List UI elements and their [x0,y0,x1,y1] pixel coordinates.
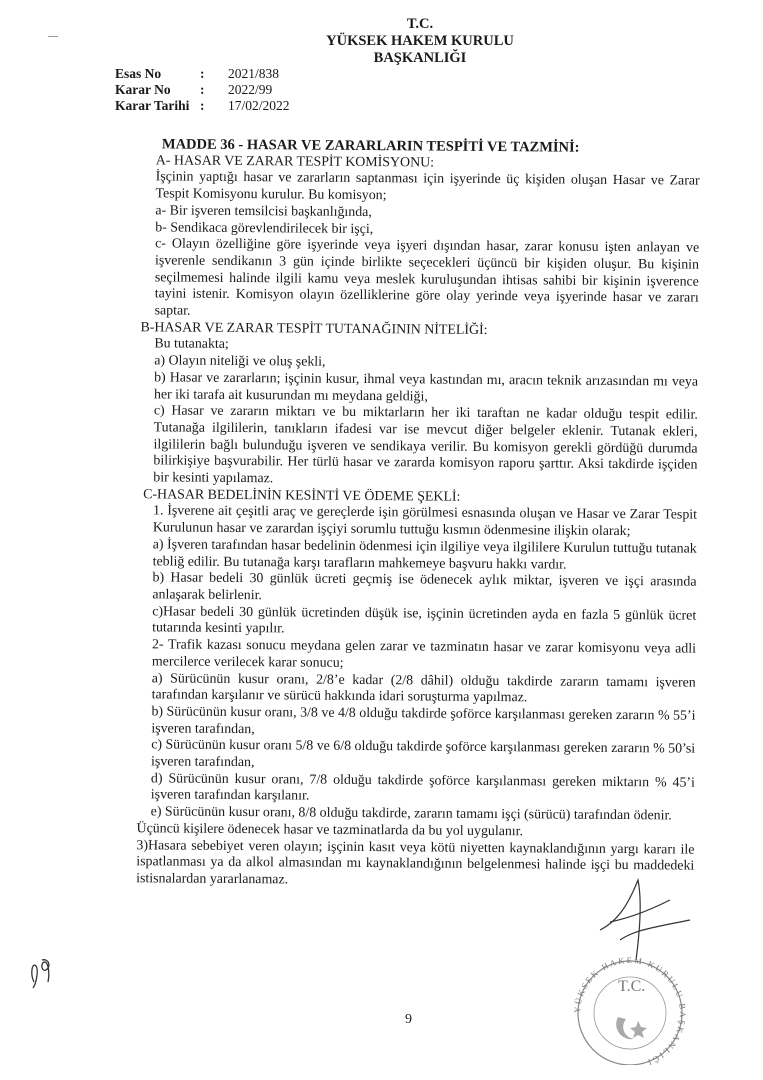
article-title: MADDE 36 - HASAR VE ZARARLARIN TESPİTİ VE TAZMİNİ: [161,136,580,156]
meta-row-esas [115,66,290,82]
meta-value: 17/02/2022 [228,98,290,113]
page-number: 9 [405,1012,412,1027]
article-body [104,136,700,892]
paragraph: e) Sürücünün kusur oranı, 8/8 olduğu takdirde, zararın tamamı işçi (sürücü) tarafından ödenir. [150,804,672,824]
document-header [270,16,570,67]
paragraph: 3)Hasara sebebiyet veren olayın; işçinin kasıt veya kötü niyetten kaynaklandığının yargı kararı ile ispatlanması ya da alkol almasından mı kaynaklandığının belgelenmesi halinde işçi bu maddedeki istisnalardan yararlanamaz. [136,837,695,888]
paragraph: d) Sürücünün kusur oranı, 7/8 olduğu takdirde şoförce karşılanması gereken miktarın % 45’i işveren tarafından karşılanır. [150,771,695,805]
official-seal [560,955,700,1070]
section-b-heading: B-HASAR VE ZARAR TESPİT TUTANAĞININ NİTELİĞİ: [140,319,488,338]
meta-row-tarih [115,98,290,114]
paragraph: 2- Trafik kazası sonucu meydana gelen zarar ve tazminatın hasar ve zarar komisyonu veya adli mercilerce verilecek karar sonucu; [151,637,697,671]
margin-scribble-icon [28,952,58,992]
paragraph: a) İşveren tarafından hasar bedelinin ödenmesi için ilgiliye veya ilgililere Kurulun tuttuğu tutanak tebliğ edilir. Bu tutanağa karşı tarafların mahkemeye başvuru hakkı vardır. [152,537,697,573]
header-line-3: BAŞKANLIĞI [373,50,467,66]
section-a-heading: A- HASAR VE ZARAR TESPİT KOMİSYONU: [155,153,435,171]
paragraph: b- Sendikaca görevlendirilecek bir işçi, [155,219,374,237]
meta-sep: : [200,66,205,81]
paragraph: c) Hasar ve zararın miktarı ve bu miktarların her iki taraftan ne kadar olduğu tespit edilir. Tutanağa ilgililerin, tanıkların ifadesi var ise mevcut diğer belgeler eklenir. Tutanak ekleri, ilgililerin bağlı bulunduğu işveren ve sendikaya verilir. Bu komisyon gerekli gördüğü durumda bilirkişiye başvurabilir. Her türlü hasar ve zararda komisyon raporu şarttır. Aksi takdirde işçiden bir kesinti yapılamaz. [153,403,698,487]
meta-label: Karar Tarihi [115,98,190,113]
header-line-2: YÜKSEK HAKEM KURULU [326,33,514,49]
paragraph: Bu tutanakta; [154,336,229,353]
paragraph: c- Olayın özelliğine göre işyerinde veya işyeri dışından hasar, zarar konusu işten anlayan ve işverenle sendikanın 3 gün içinde birlikte seçecekleri üçüncü bir kişiden oluşur. Bu kişinin seçilmemesi halinde ilgili kamu veya meslek kuruluşundan ihtisas sahibi bir kişinin işverence tayini istenir. Komisyon olayın özelliklerine göre olay yerinde veya işyerinde hasar ve zararı saptar. [154,236,700,319]
paragraph: c)Hasar bedeli 30 günlük ücretinden düşük ise, işçinin ücretinden ayda en fazla 5 günlük ücret tutarında kesinti yapılır. [152,604,697,637]
meta-sep: : [200,82,205,97]
svg-text:YÜKSEK HAKEM KURULU BAŞKANLIĞI [572,955,688,1065]
scan-mark [48,36,58,37]
seal-center-text: T.C. [618,978,646,995]
meta-value: 2022/99 [228,82,273,97]
meta-sep: : [200,98,205,113]
meta-label: Esas No [115,66,162,81]
paragraph: a) Sürücünün kusur oranı, 2/8’e kadar (2/8 dâhil) olduğu takdirde zararın tamamı işveren tarafından karşılanır ve sürücü hakkında idari soruşturma yapılmaz. [151,670,696,706]
paragraph: b) Sürücünün kusur oranı, 3/8 ve 4/8 olduğu takdirde şoförce karşılanması gereken zararın % 55’i işveren tarafından, [151,704,696,737]
meta-label: Karar No [115,82,171,97]
paragraph: c) Sürücünün kusur oranı 5/8 ve 6/8 olduğu takdirde şoförce karşılanması gereken zararın % 50’si işveren tarafından, [151,737,696,771]
case-metadata [115,66,290,114]
meta-row-karar [115,82,290,98]
handwritten-margin-note [28,952,58,997]
paragraph: İşçinin yaptığı hasar ve zararların saptanması için işyerinde üç kişiden oluşan Hasar ve Zarar Tespit Komisyonu kurulur. Bu komisyon; [155,169,700,204]
paragraph: b) Hasar ve zararların; işçinin kusur, ihmal veya kastından mı, aracın teknik arızasından mı veya her iki tarafa ait kusurundan mı meydana geldiği, [153,370,699,405]
header-line-1: T.C. [406,16,434,32]
paragraph: Üçüncü kişilere ödenecek hasar ve tazminatlarda da bu yol uygulanır. [136,821,524,840]
paragraph: b) Hasar bedeli 30 günlük ücreti geçmiş ise ödenecek aylık miktar, işveren ve işçi arasında anlaşarak belirlenir. [152,570,697,604]
seal-ring-text: YÜKSEK HAKEM KURULU BAŞKANLIĞI [571,955,689,1065]
paragraph: a- Bir işveren temsilcisi başkanlığında, [155,203,372,220]
meta-value: 2021/838 [228,66,280,81]
paragraph: a) Olayın niteliği ve oluş şekli, [154,353,326,370]
section-c-heading: C-HASAR BEDELİNİN KESİNTİ VE ÖDEME ŞEKLİ: [143,487,461,505]
paragraph: 1. İşverene ait çeşitli araç ve gereçlerde işin görülmesi esnasında oluşan ve Hasar ve Zarar Tespit Kurulunun hasar ve zarardan işçiyi sorumlu tuttuğu kısmın ödenmesine ilişkin olarak; [152,503,698,540]
seal-icon [560,955,700,1065]
